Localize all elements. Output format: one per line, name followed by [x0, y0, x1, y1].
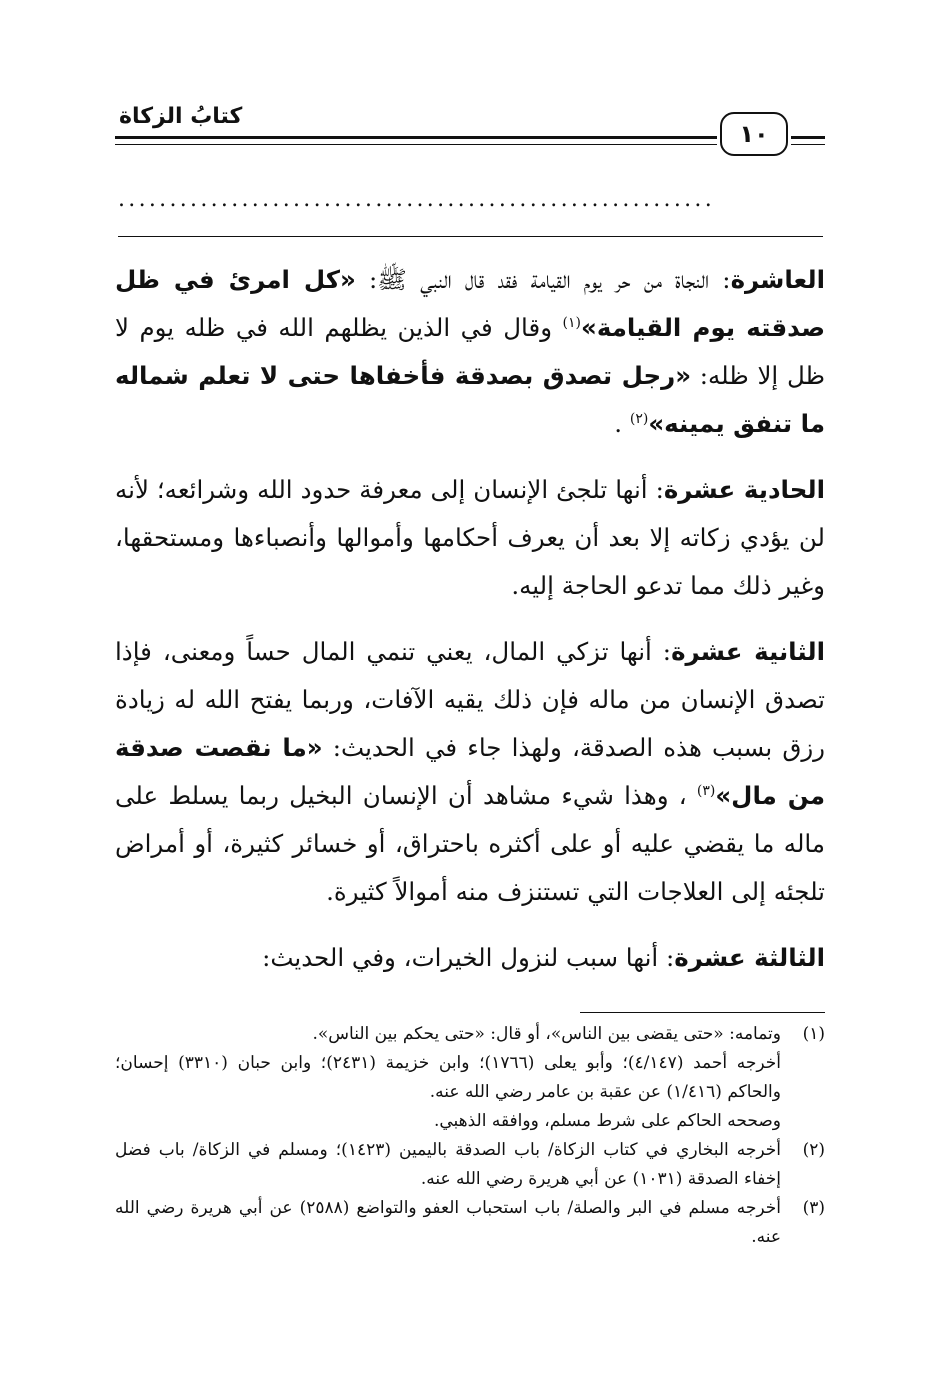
footnote	[115, 1020, 825, 1136]
footnote-line: وتمامه: «حتى يقضى بين الناس»، أو قال: «حتى يحكم بين الناس».	[312, 1024, 781, 1044]
text-top-rule	[118, 236, 823, 237]
paragraph	[115, 466, 825, 610]
page-header	[115, 100, 825, 160]
footnote-line: أخرجه مسلم في البر والصلة/ باب استحباب العفو والتواضع (٢٥٨٨) عن أبي هريرة رضي الله عنه.	[115, 1198, 782, 1247]
footnote-ref: (١)	[562, 314, 582, 331]
footnote-number: (٢)	[802, 1140, 825, 1160]
paragraph-lead: الثانية عشرة	[671, 637, 825, 666]
footnote-number: (١)	[802, 1024, 825, 1044]
footnote-line: أخرجه أحمد (٤/١٤٧)؛ وأبو يعلى (١٧٦٦)؛ وابن خزيمة (٢٤٣١)؛ وابن حبان (٣٣١٠) إحسان؛ والحاكم (١/٤١٦) عن عقبة بن عامر رضي الله عنه.	[115, 1053, 781, 1102]
footnote-body	[115, 1020, 781, 1136]
paragraph	[115, 256, 825, 448]
footnote-ref: (٢)	[629, 410, 649, 427]
header-rule-thin	[115, 144, 717, 145]
paragraph-lead: الحادية عشرة	[663, 475, 825, 504]
paragraph-lead: الثالثة عشرة	[674, 943, 825, 972]
footnote	[115, 1136, 825, 1194]
header-rule-thin-right	[791, 144, 825, 145]
paragraph-text: : أنها تلجئ الإنسان إلى معرفة حدود الله وشرائعه؛ لأنه لن يؤدي زكاته إلا بعد أن يعرف أحكامها وأموالها وأنصباءها ومستحقها، وغير ذلك مما تدعو الحاجة إليه.	[115, 475, 825, 600]
paragraph-text: ، وهذا شيء مشاهد أن الإنسان البخيل ربما يسلط على ماله ما يقضي عليه أو على أكثره باحتراق، أو خسائر كثيرة، أو أمراض تلجئه إلى العلاجات التي تستنزف منه أموالاً كثيرة.	[115, 781, 825, 906]
footnotes	[115, 1020, 825, 1252]
book-title: كتابُ الزكاة	[119, 104, 243, 129]
hadith-quote: «كل امرئ في ظل صدقته يوم القيامة»	[115, 265, 825, 342]
paragraph	[115, 934, 825, 982]
footnote-body	[115, 1194, 781, 1252]
page-number: ١٠	[720, 112, 788, 156]
hadith-quote: «رجل تصدق بصدقة فأخفاها حتى لا تعلم شماله ما تنفق يمينه»	[115, 361, 825, 438]
paragraph-lead: العاشرة	[730, 265, 825, 294]
paragraph-text: .	[614, 409, 630, 438]
footnote-ref: (٣)	[696, 782, 716, 799]
hadith-quote: «ما نقصت صدقة من مال»	[115, 733, 825, 810]
footnote-rule	[580, 1012, 825, 1013]
paragraph-text: : أنها تزكي المال، يعني تنمي المال حساً ومعنى، فإذا تصدق الإنسان من ماله فإن ذلك يقيه الآفات، وربما يفتح الله له زيادة رزق بسبب هذه الصدقة، ولهذا جاء في الحديث:	[115, 637, 825, 762]
footnote-line: وصححه الحاكم على شرط مسلم، ووافقه الذهبي.	[433, 1111, 781, 1131]
paragraph-text: : النجاة من حر يوم القيامة فقد قال النبي ﷺ:	[355, 265, 731, 294]
main-text	[115, 256, 825, 1000]
header-rule-thick	[115, 136, 717, 139]
footnote-body	[115, 1136, 781, 1194]
paragraph	[115, 628, 825, 916]
footnote-number: (٣)	[802, 1198, 825, 1218]
paragraph-text: : أنها سبب لنزول الخيرات، وفي الحديث:	[262, 943, 675, 972]
dotted-separator: ..........................................................	[118, 190, 716, 210]
footnote-line: أخرجه البخاري في كتاب الزكاة/ باب الصدقة باليمين (١٤٢٣)؛ ومسلم في الزكاة/ باب فضل إخفاء الصدقة (١٠٣١) عن أبي هريرة رضي الله عنه.	[115, 1140, 782, 1189]
paragraph-text: وقال في الذين يظلهم الله في ظله يوم لا ظل إلا ظله:	[115, 313, 825, 390]
footnote	[115, 1194, 825, 1252]
header-rule-thick-right	[791, 136, 825, 139]
